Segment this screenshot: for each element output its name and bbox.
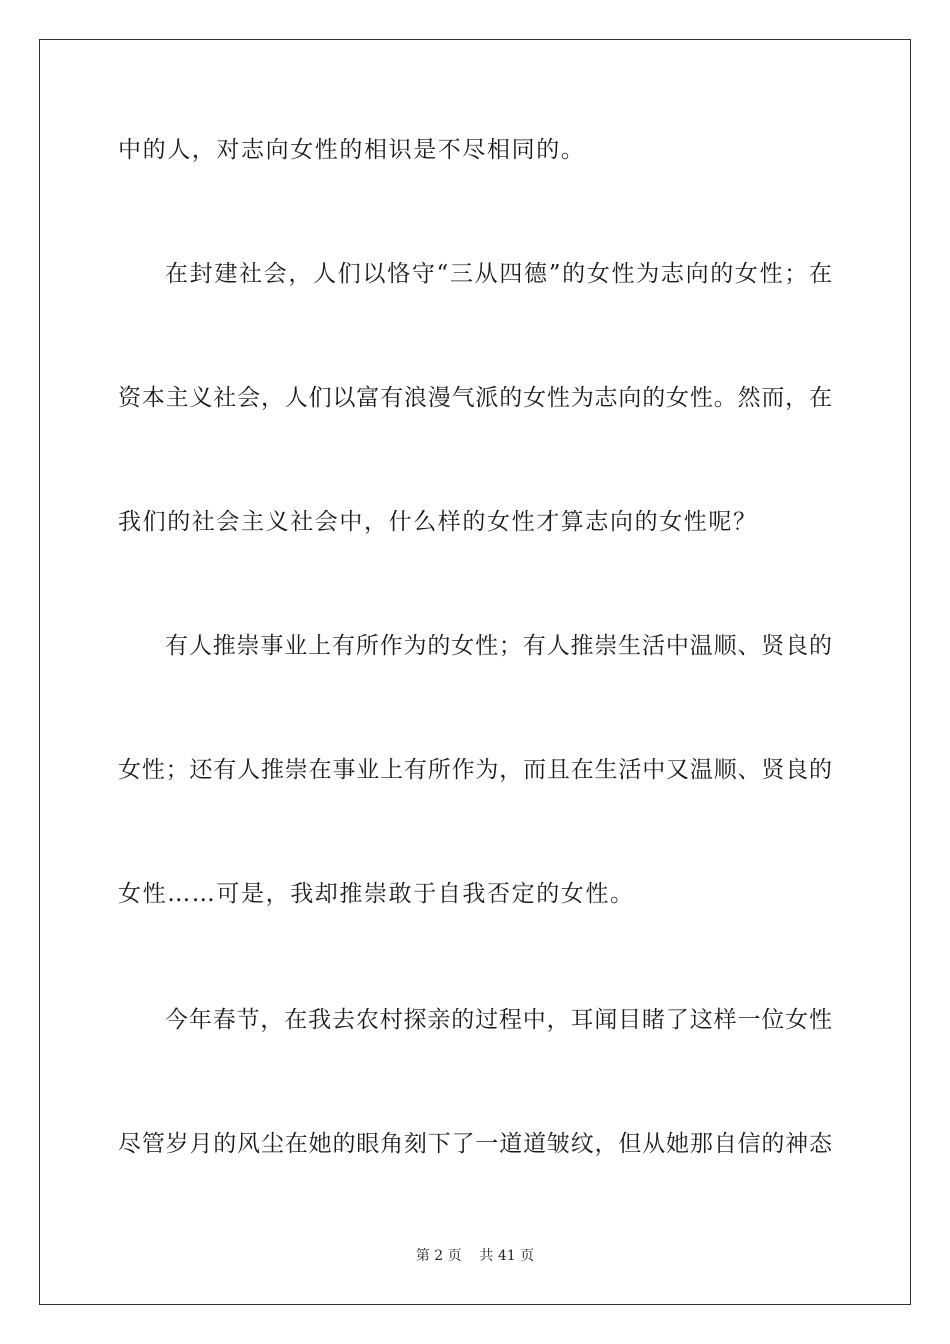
text-line-4: 我们的社会主义社会中，什么样的女性才算志向的女性呢？	[118, 509, 758, 535]
text-line-1: 中的人，对志向女性的相识是不尽相同的。	[118, 137, 586, 163]
text-line-9: 尽管岁月的风尘在她的眼角刻下了一道道皱纹，但从她那自信的神态	[118, 1131, 832, 1157]
text-line-3: 资本主义社会，人们以富有浪漫气派的女性为志向的女性。然而，在	[118, 385, 832, 411]
text-line-2: 在封建社会，人们以恪守“三从四德”的女性为志向的女性；在	[165, 261, 832, 287]
text-line-7: 女性……可是，我却推崇敢于自我否定的女性。	[118, 881, 635, 907]
text-line-8: 今年春节，在我去农村探亲的过程中，耳闻目睹了这样一位女性	[165, 1007, 832, 1033]
page-number-footer: 第 2 页 共 41 页	[415, 1248, 535, 1264]
page-border	[39, 39, 911, 1305]
text-line-6: 女性；还有人推崇在事业上有所作为，而且在生活中又温顺、贤良的	[118, 757, 832, 783]
text-line-5: 有人推崇事业上有所作为的女性；有人推崇生活中温顺、贤良的	[165, 633, 832, 659]
